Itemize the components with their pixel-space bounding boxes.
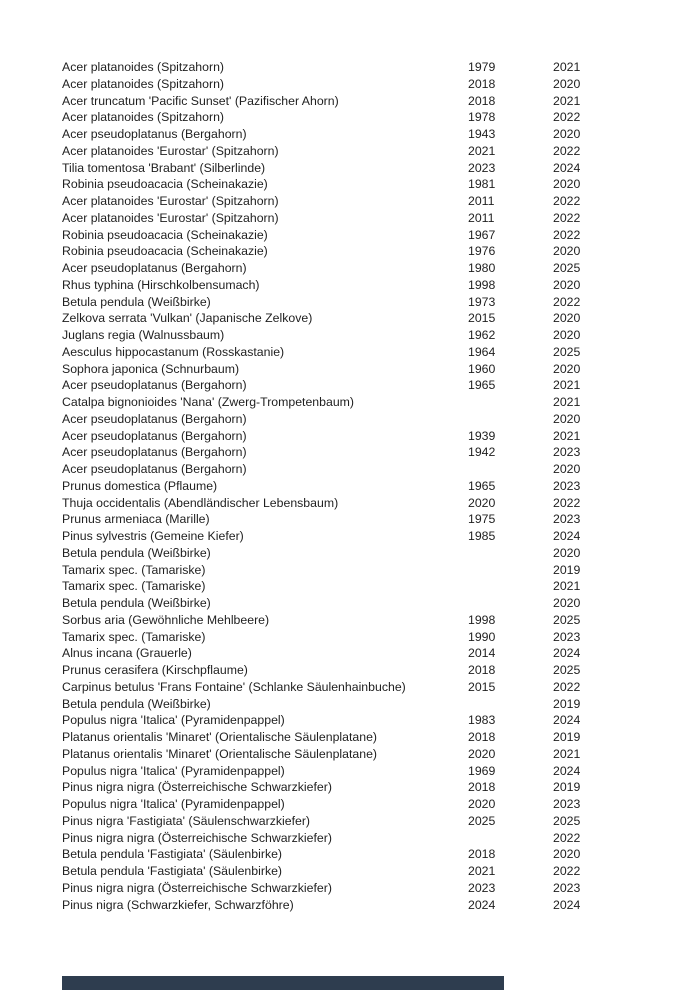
year-recorded-cell: 2024 (553, 763, 581, 778)
year-recorded-cell: 2023 (553, 629, 581, 644)
tree-name-cell: Tamarix spec. (Tamariske) (62, 579, 206, 594)
year-planted-cell: 1962 (468, 328, 496, 342)
tree-name-cell: Betula pendula (Weißbirke) (62, 545, 211, 560)
table-row (0, 846, 700, 863)
tree-name-cell: Platanus orientalis 'Minaret' (Orientalische Säulenplatane) (62, 730, 378, 744)
tree-name-cell: Carpinus betulus 'Frans Fontaine' (Schlanke Säulenhainbuche) (62, 679, 406, 694)
year-recorded-cell: 2020 (553, 311, 581, 326)
year-recorded-cell: 2019 (553, 562, 581, 577)
table-row (0, 76, 700, 93)
year-planted-cell: 2018 (468, 93, 496, 108)
table-row (0, 160, 700, 177)
year-planted-cell: 2025 (468, 813, 496, 828)
table-row (0, 327, 700, 344)
table-row (0, 444, 700, 461)
tree-name-cell: Populus nigra 'Italica' (Pyramidenpappel) (62, 713, 285, 728)
year-planted-cell: 2015 (468, 311, 496, 326)
tree-name-cell: Prunus cerasifera (Kirschpflaume) (62, 663, 248, 677)
tree-name-cell: Thuja occidentalis (Abendländischer Lebensbaum) (62, 495, 339, 510)
year-recorded-cell: 2025 (553, 663, 581, 677)
table-row (0, 176, 700, 193)
tree-name-cell: Robinia pseudoacacia (Scheinakazie) (62, 177, 268, 192)
tree-name-cell: Pinus sylvestris (Gemeine Kiefer) (62, 529, 244, 543)
year-recorded-cell: 2023 (553, 880, 581, 895)
year-recorded-cell: 2022 (553, 194, 581, 208)
year-planted-cell: 1981 (468, 177, 496, 192)
year-recorded-cell: 2020 (553, 76, 581, 91)
table-row (0, 126, 700, 143)
table-row (0, 277, 700, 294)
year-recorded-cell: 2025 (553, 813, 581, 828)
tree-name-cell: Acer pseudoplatanus (Bergahorn) (62, 462, 247, 476)
year-recorded-cell: 2020 (553, 847, 581, 862)
tree-name-cell: Pinus nigra nigra (Österreichische Schwarzkiefer) (62, 780, 332, 795)
table-row (0, 361, 700, 378)
year-recorded-cell: 2020 (553, 545, 581, 560)
tree-name-cell: Robinia pseudoacacia (Scheinakazie) (62, 227, 268, 242)
year-recorded-cell: 2024 (553, 646, 581, 661)
table-row (0, 143, 700, 160)
table-row (0, 310, 700, 327)
tree-name-cell: Aesculus hippocastanum (Rosskastanie) (62, 344, 285, 359)
table-row (0, 830, 700, 847)
year-planted-cell: 2020 (468, 746, 496, 761)
tree-name-cell: Catalpa bignonioides 'Nana' (Zwerg-Trompetenbaum) (62, 395, 354, 409)
table-row (0, 545, 700, 562)
tree-name-cell: Zelkova serrata 'Vulkan' (Japanische Zelkove) (62, 311, 313, 326)
tree-name-cell: Betula pendula 'Fastigiata' (Säulenbirke) (62, 847, 283, 862)
year-planted-cell: 2014 (468, 646, 496, 661)
table-row (0, 344, 700, 361)
year-recorded-cell: 2024 (553, 713, 581, 728)
year-recorded-cell: 2023 (553, 478, 581, 493)
tree-name-cell: Acer pseudoplatanus (Bergahorn) (62, 411, 247, 426)
year-recorded-cell: 2021 (553, 60, 581, 74)
table-row (0, 528, 700, 545)
year-recorded-cell: 2020 (553, 361, 581, 376)
year-planted-cell: 1973 (468, 294, 496, 309)
year-recorded-cell: 2022 (553, 210, 581, 225)
table-row (0, 59, 700, 76)
table-row (0, 662, 700, 679)
tree-name-cell: Tamarix spec. (Tamariske) (62, 629, 206, 644)
table-row (0, 227, 700, 244)
tree-name-cell: Acer pseudoplatanus (Bergahorn) (62, 445, 247, 460)
tree-name-cell: Populus nigra 'Italica' (Pyramidenpappel) (62, 763, 285, 778)
tree-name-cell: Acer pseudoplatanus (Bergahorn) (62, 261, 247, 275)
year-recorded-cell: 2024 (553, 529, 581, 543)
tree-name-cell: Tamarix spec. (Tamariske) (62, 562, 206, 577)
year-recorded-cell: 2021 (553, 746, 581, 761)
table-row (0, 428, 700, 445)
table-row (0, 377, 700, 394)
year-recorded-cell: 2021 (553, 579, 581, 594)
year-recorded-cell: 2021 (553, 378, 581, 393)
tree-name-cell: Pinus nigra (Schwarzkiefer, Schwarzföhre) (62, 897, 294, 912)
year-recorded-cell: 2025 (553, 612, 581, 627)
year-recorded-cell: 2021 (553, 428, 581, 443)
tree-name-cell: Acer platanoides 'Eurostar' (Spitzahorn) (62, 210, 279, 225)
year-recorded-cell: 2020 (553, 177, 581, 192)
year-planted-cell: 2018 (468, 780, 496, 795)
year-recorded-cell: 2020 (553, 596, 581, 610)
year-planted-cell: 2018 (468, 847, 496, 862)
table-row (0, 645, 700, 662)
year-planted-cell: 1979 (468, 60, 496, 74)
year-planted-cell: 2024 (468, 897, 496, 912)
year-recorded-cell: 2023 (553, 445, 581, 460)
year-recorded-cell: 2020 (553, 244, 581, 259)
table-row (0, 880, 700, 897)
table-row (0, 679, 700, 696)
year-planted-cell: 1964 (468, 344, 496, 359)
year-recorded-cell: 2021 (553, 395, 581, 409)
year-planted-cell: 1967 (468, 227, 496, 242)
table-row (0, 729, 700, 746)
table-row (0, 796, 700, 813)
year-recorded-cell: 2022 (553, 294, 581, 309)
year-recorded-cell: 2019 (553, 780, 581, 795)
table-row (0, 595, 700, 612)
year-planted-cell: 1975 (468, 512, 496, 527)
year-recorded-cell: 2025 (553, 344, 581, 359)
year-planted-cell: 2011 (468, 210, 495, 225)
table-row (0, 260, 700, 277)
year-planted-cell: 2020 (468, 495, 496, 510)
year-planted-cell: 1965 (468, 478, 496, 493)
table-row (0, 897, 700, 914)
year-recorded-cell: 2023 (553, 797, 581, 811)
tree-name-cell: Betula pendula (Weißbirke) (62, 696, 211, 711)
table-row (0, 612, 700, 629)
year-recorded-cell: 2022 (553, 864, 581, 878)
tree-name-cell: Acer platanoides (Spitzahorn) (62, 110, 224, 125)
year-recorded-cell: 2023 (553, 512, 581, 527)
tree-name-cell: Acer pseudoplatanus (Bergahorn) (62, 127, 247, 141)
table-row (0, 294, 700, 311)
table-row (0, 712, 700, 729)
tree-name-cell: Pinus nigra nigra (Österreichische Schwarzkiefer) (62, 880, 332, 895)
year-planted-cell: 2023 (468, 160, 496, 175)
year-planted-cell: 2020 (468, 797, 496, 811)
table-row (0, 93, 700, 110)
year-planted-cell: 1980 (468, 261, 496, 275)
table-row (0, 763, 700, 780)
year-recorded-cell: 2022 (553, 143, 581, 158)
year-planted-cell: 1978 (468, 110, 496, 125)
year-planted-cell: 1990 (468, 629, 496, 644)
year-recorded-cell: 2024 (553, 897, 581, 912)
table-row (0, 578, 700, 595)
tree-name-cell: Robinia pseudoacacia (Scheinakazie) (62, 244, 268, 259)
year-planted-cell: 2021 (468, 864, 496, 878)
year-recorded-cell: 2020 (553, 277, 581, 292)
year-planted-cell: 1939 (468, 428, 496, 443)
year-recorded-cell: 2024 (553, 160, 581, 175)
table-row (0, 746, 700, 763)
year-recorded-cell: 2022 (553, 679, 581, 694)
table-row (0, 813, 700, 830)
tree-name-cell: Pinus nigra 'Fastigiata' (Säulenschwarzkiefer) (62, 813, 311, 828)
year-planted-cell: 1985 (468, 529, 496, 543)
year-planted-cell: 2021 (468, 143, 496, 158)
table-row (0, 243, 700, 260)
table-row (0, 411, 700, 428)
year-recorded-cell: 2020 (553, 462, 581, 476)
tree-name-cell: Tilia tomentosa 'Brabant' (Silberlinde) (62, 160, 266, 175)
table-row (0, 394, 700, 411)
table-row (0, 461, 700, 478)
tree-name-cell: Betula pendula (Weißbirke) (62, 596, 211, 610)
year-recorded-cell: 2022 (553, 110, 581, 125)
year-planted-cell: 1960 (468, 361, 496, 376)
tree-name-cell: Acer platanoides (Spitzahorn) (62, 76, 224, 91)
year-planted-cell: 2011 (468, 194, 495, 208)
year-planted-cell: 1943 (468, 127, 496, 141)
table-row (0, 779, 700, 796)
tree-name-cell: Acer platanoides 'Eurostar' (Spitzahorn) (62, 143, 279, 158)
year-planted-cell: 1976 (468, 244, 496, 259)
tree-name-cell: Platanus orientalis 'Minaret' (Orientalische Säulenplatane) (62, 746, 378, 761)
year-planted-cell: 2015 (468, 679, 496, 694)
year-recorded-cell: 2020 (553, 127, 581, 141)
table-row (0, 696, 700, 713)
year-recorded-cell: 2022 (553, 830, 581, 845)
year-recorded-cell: 2019 (553, 696, 581, 711)
year-planted-cell: 2018 (468, 76, 496, 91)
tree-name-cell: Juglans regia (Walnussbaum) (62, 328, 225, 342)
tree-name-cell: Alnus incana (Grauerle) (62, 646, 192, 661)
tree-name-cell: Populus nigra 'Italica' (Pyramidenpappel) (62, 797, 285, 811)
year-planted-cell: 1983 (468, 713, 496, 728)
table-row (0, 511, 700, 528)
year-recorded-cell: 2020 (553, 328, 581, 342)
tree-name-cell: Prunus armeniaca (Marille) (62, 512, 210, 527)
year-recorded-cell: 2020 (553, 411, 581, 426)
tree-name-cell: Prunus domestica (Pflaume) (62, 478, 218, 493)
tree-name-cell: Acer pseudoplatanus (Bergahorn) (62, 428, 247, 443)
table-row (0, 495, 700, 512)
tree-name-cell: Rhus typhina (Hirschkolbensumach) (62, 277, 260, 292)
tree-species-table (0, 59, 700, 913)
year-planted-cell: 1965 (468, 378, 496, 393)
table-row (0, 193, 700, 210)
year-recorded-cell: 2021 (553, 93, 581, 108)
year-recorded-cell: 2022 (553, 227, 581, 242)
table-row (0, 109, 700, 126)
year-planted-cell: 2018 (468, 663, 496, 677)
year-planted-cell: 1998 (468, 277, 496, 292)
tree-name-cell: Acer truncatum 'Pacific Sunset' (Pazifischer Ahorn) (62, 93, 339, 108)
year-recorded-cell: 2019 (553, 730, 581, 744)
tree-name-cell: Acer platanoides (Spitzahorn) (62, 60, 224, 74)
year-planted-cell: 2023 (468, 880, 496, 895)
year-recorded-cell: 2025 (553, 261, 581, 275)
table-row (0, 210, 700, 227)
tree-name-cell: Sorbus aria (Gewöhnliche Mehlbeere) (62, 612, 270, 627)
tree-name-cell: Betula pendula 'Fastigiata' (Säulenbirke) (62, 864, 283, 878)
tree-name-cell: Acer pseudoplatanus (Bergahorn) (62, 378, 247, 393)
year-recorded-cell: 2022 (553, 495, 581, 510)
table-row (0, 478, 700, 495)
table-row (0, 629, 700, 646)
year-planted-cell: 1969 (468, 763, 496, 778)
year-planted-cell: 2018 (468, 730, 496, 744)
tree-name-cell: Betula pendula (Weißbirke) (62, 294, 211, 309)
year-planted-cell: 1942 (468, 445, 496, 460)
year-planted-cell: 1998 (468, 612, 496, 627)
page-bottom-bar-partial (62, 976, 504, 990)
tree-name-cell: Acer platanoides 'Eurostar' (Spitzahorn) (62, 194, 279, 208)
table-row (0, 562, 700, 579)
tree-name-cell: Pinus nigra nigra (Österreichische Schwarzkiefer) (62, 830, 332, 845)
table-row (0, 863, 700, 880)
tree-name-cell: Sophora japonica (Schnurbaum) (62, 361, 240, 376)
